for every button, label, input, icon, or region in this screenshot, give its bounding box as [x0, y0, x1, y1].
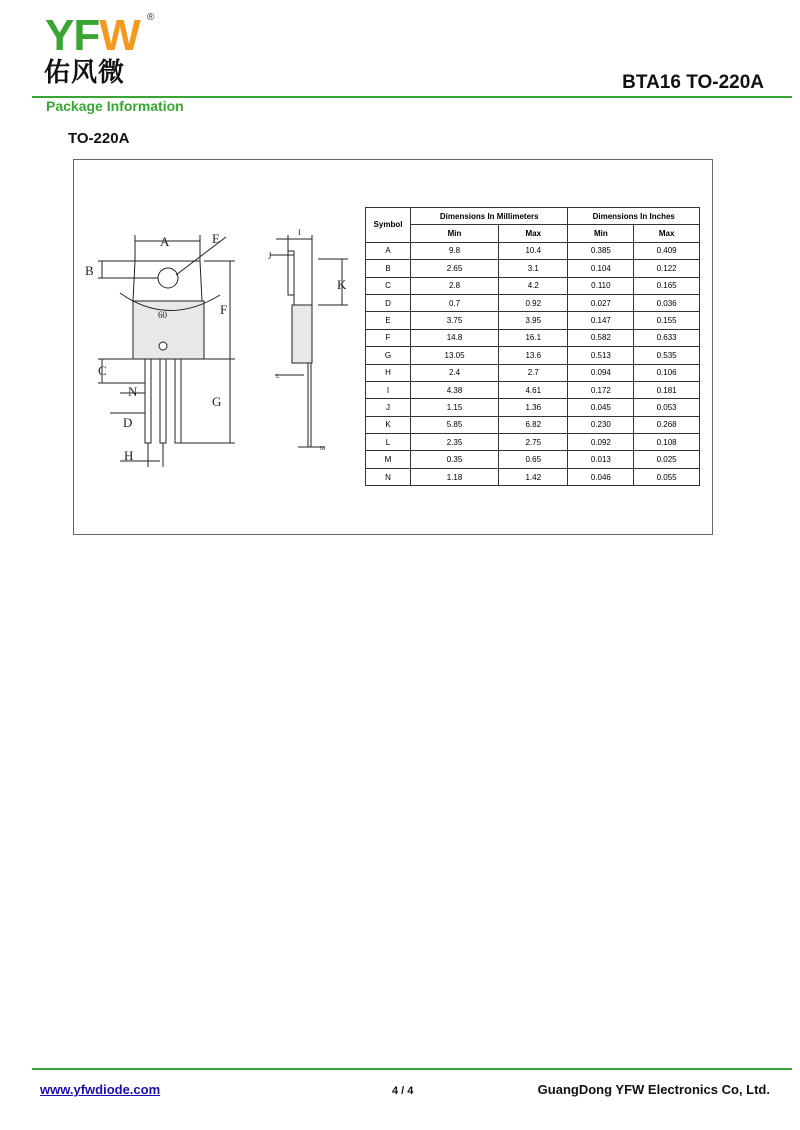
dim-label-angle: 60 — [158, 310, 167, 320]
cell-symbol: N — [366, 468, 411, 485]
dim-label-i: I — [298, 228, 301, 237]
header-in-max: Max — [634, 225, 700, 242]
table-row — [366, 434, 700, 451]
header-inches: Dimensions In Inches — [568, 208, 700, 225]
dim-label-l: L — [276, 374, 280, 380]
cell-mm-max: 0.92 — [499, 294, 568, 311]
dim-label-f: F — [220, 302, 228, 317]
dim-label-h: H — [124, 448, 134, 463]
cell-mm-min: 1.15 — [411, 399, 499, 416]
dim-label-k: K — [337, 277, 347, 292]
table-row — [366, 277, 700, 294]
logo-letter-w: W — [99, 11, 140, 60]
logo-chinese-name: 佑风微 — [44, 58, 126, 88]
logo-wordmark — [45, 11, 140, 60]
cell-in-max: 0.633 — [634, 329, 700, 346]
cell-mm-max: 2.75 — [499, 434, 568, 451]
dim-label-g: G — [212, 394, 222, 409]
dim-label-b: B — [85, 263, 94, 278]
cell-in-max: 0.181 — [634, 381, 700, 398]
cell-mm-max: 6.82 — [499, 416, 568, 433]
dim-label-c: C — [98, 363, 107, 378]
cell-symbol: A — [366, 242, 411, 259]
page-number: 4 / 4 — [392, 1085, 414, 1097]
package-title: TO-220A — [68, 130, 130, 147]
cell-mm-max: 3.1 — [499, 260, 568, 277]
table-row — [366, 381, 700, 398]
cell-mm-max: 16.1 — [499, 329, 568, 346]
header-mm-min: Min — [411, 225, 499, 242]
table-row — [366, 416, 700, 433]
cell-in-min: 0.027 — [568, 294, 634, 311]
cell-in-min: 0.513 — [568, 347, 634, 364]
cell-mm-min: 0.35 — [411, 451, 499, 468]
cell-in-max: 0.036 — [634, 294, 700, 311]
cell-in-min: 0.230 — [568, 416, 634, 433]
header-millimeters: Dimensions In Millimeters — [411, 208, 568, 225]
cell-mm-min: 2.65 — [411, 260, 499, 277]
cell-mm-min: 2.4 — [411, 364, 499, 381]
table-row — [366, 242, 700, 259]
cell-symbol: E — [366, 312, 411, 329]
cell-symbol: H — [366, 364, 411, 381]
cell-in-max: 0.268 — [634, 416, 700, 433]
cell-in-min: 0.045 — [568, 399, 634, 416]
package-outline-drawing — [80, 215, 360, 475]
dim-label-n: N — [128, 384, 138, 399]
dim-label-e: E — [212, 231, 220, 246]
cell-in-min: 0.147 — [568, 312, 634, 329]
cell-mm-min: 14.8 — [411, 329, 499, 346]
cell-in-min: 0.092 — [568, 434, 634, 451]
cell-in-min: 0.582 — [568, 329, 634, 346]
cell-mm-min: 2.8 — [411, 277, 499, 294]
table-row — [366, 329, 700, 346]
cell-in-max: 0.025 — [634, 451, 700, 468]
table-row — [366, 451, 700, 468]
cell-in-max: 0.165 — [634, 277, 700, 294]
cell-in-min: 0.013 — [568, 451, 634, 468]
dim-label-d: D — [123, 415, 133, 430]
cell-mm-min: 4.38 — [411, 381, 499, 398]
cell-symbol: B — [366, 260, 411, 277]
cell-symbol: C — [366, 277, 411, 294]
table-row — [366, 260, 700, 277]
dim-label-j: J — [268, 251, 272, 261]
cell-in-max: 0.122 — [634, 260, 700, 277]
document-title: BTA16 TO-220A — [622, 72, 764, 93]
cell-symbol: J — [366, 399, 411, 416]
cell-mm-max: 0.65 — [499, 451, 568, 468]
cell-mm-min: 5.85 — [411, 416, 499, 433]
cell-mm-min: 2.35 — [411, 434, 499, 451]
cell-in-max: 0.055 — [634, 468, 700, 485]
header-in-min: Min — [568, 225, 634, 242]
cell-in-min: 0.094 — [568, 364, 634, 381]
cell-symbol: L — [366, 434, 411, 451]
cell-in-min: 0.046 — [568, 468, 634, 485]
cell-mm-max: 4.61 — [499, 381, 568, 398]
cell-in-max: 0.409 — [634, 242, 700, 259]
cell-symbol: D — [366, 294, 411, 311]
dim-label-a: A — [160, 234, 170, 249]
cell-in-min: 0.110 — [568, 277, 634, 294]
cell-in-max: 0.108 — [634, 434, 700, 451]
registered-mark: ® — [147, 12, 155, 23]
table-row — [366, 364, 700, 381]
dim-label-m: M — [320, 446, 326, 452]
cell-in-min: 0.385 — [568, 242, 634, 259]
section-label: Package Information — [46, 98, 184, 114]
cell-mm-max: 1.42 — [499, 468, 568, 485]
cell-symbol: M — [366, 451, 411, 468]
table-row — [366, 347, 700, 364]
cell-mm-max: 13.6 — [499, 347, 568, 364]
logo-letter-f: F — [73, 11, 100, 60]
cell-mm-min: 0.7 — [411, 294, 499, 311]
logo-letter-y: Y — [45, 11, 74, 60]
footer-divider — [32, 1068, 792, 1070]
header-mm-max: Max — [499, 225, 568, 242]
website-link[interactable]: www.yfwdiode.com — [40, 1082, 161, 1097]
cell-mm-max: 3.95 — [499, 312, 568, 329]
cell-mm-min: 9.8 — [411, 242, 499, 259]
cell-symbol: F — [366, 329, 411, 346]
cell-in-max: 0.155 — [634, 312, 700, 329]
table-row — [366, 399, 700, 416]
cell-in-min: 0.172 — [568, 381, 634, 398]
cell-in-max: 0.053 — [634, 399, 700, 416]
cell-mm-max: 10.4 — [499, 242, 568, 259]
cell-in-max: 0.535 — [634, 347, 700, 364]
cell-mm-min: 1.18 — [411, 468, 499, 485]
table-row — [366, 312, 700, 329]
cell-mm-max: 2.7 — [499, 364, 568, 381]
cell-symbol: K — [366, 416, 411, 433]
cell-symbol: I — [366, 381, 411, 398]
cell-in-min: 0.104 — [568, 260, 634, 277]
cell-symbol: G — [366, 347, 411, 364]
cell-mm-min: 3.75 — [411, 312, 499, 329]
dimensions-table — [365, 207, 700, 486]
company-name: GuangDong YFW Electronics Co, Ltd. — [537, 1082, 770, 1097]
table-row — [366, 468, 700, 485]
cell-in-max: 0.106 — [634, 364, 700, 381]
header-symbol: Symbol — [366, 208, 411, 243]
cell-mm-max: 1.36 — [499, 399, 568, 416]
cell-mm-max: 4.2 — [499, 277, 568, 294]
table-row — [366, 294, 700, 311]
cell-mm-min: 13.05 — [411, 347, 499, 364]
